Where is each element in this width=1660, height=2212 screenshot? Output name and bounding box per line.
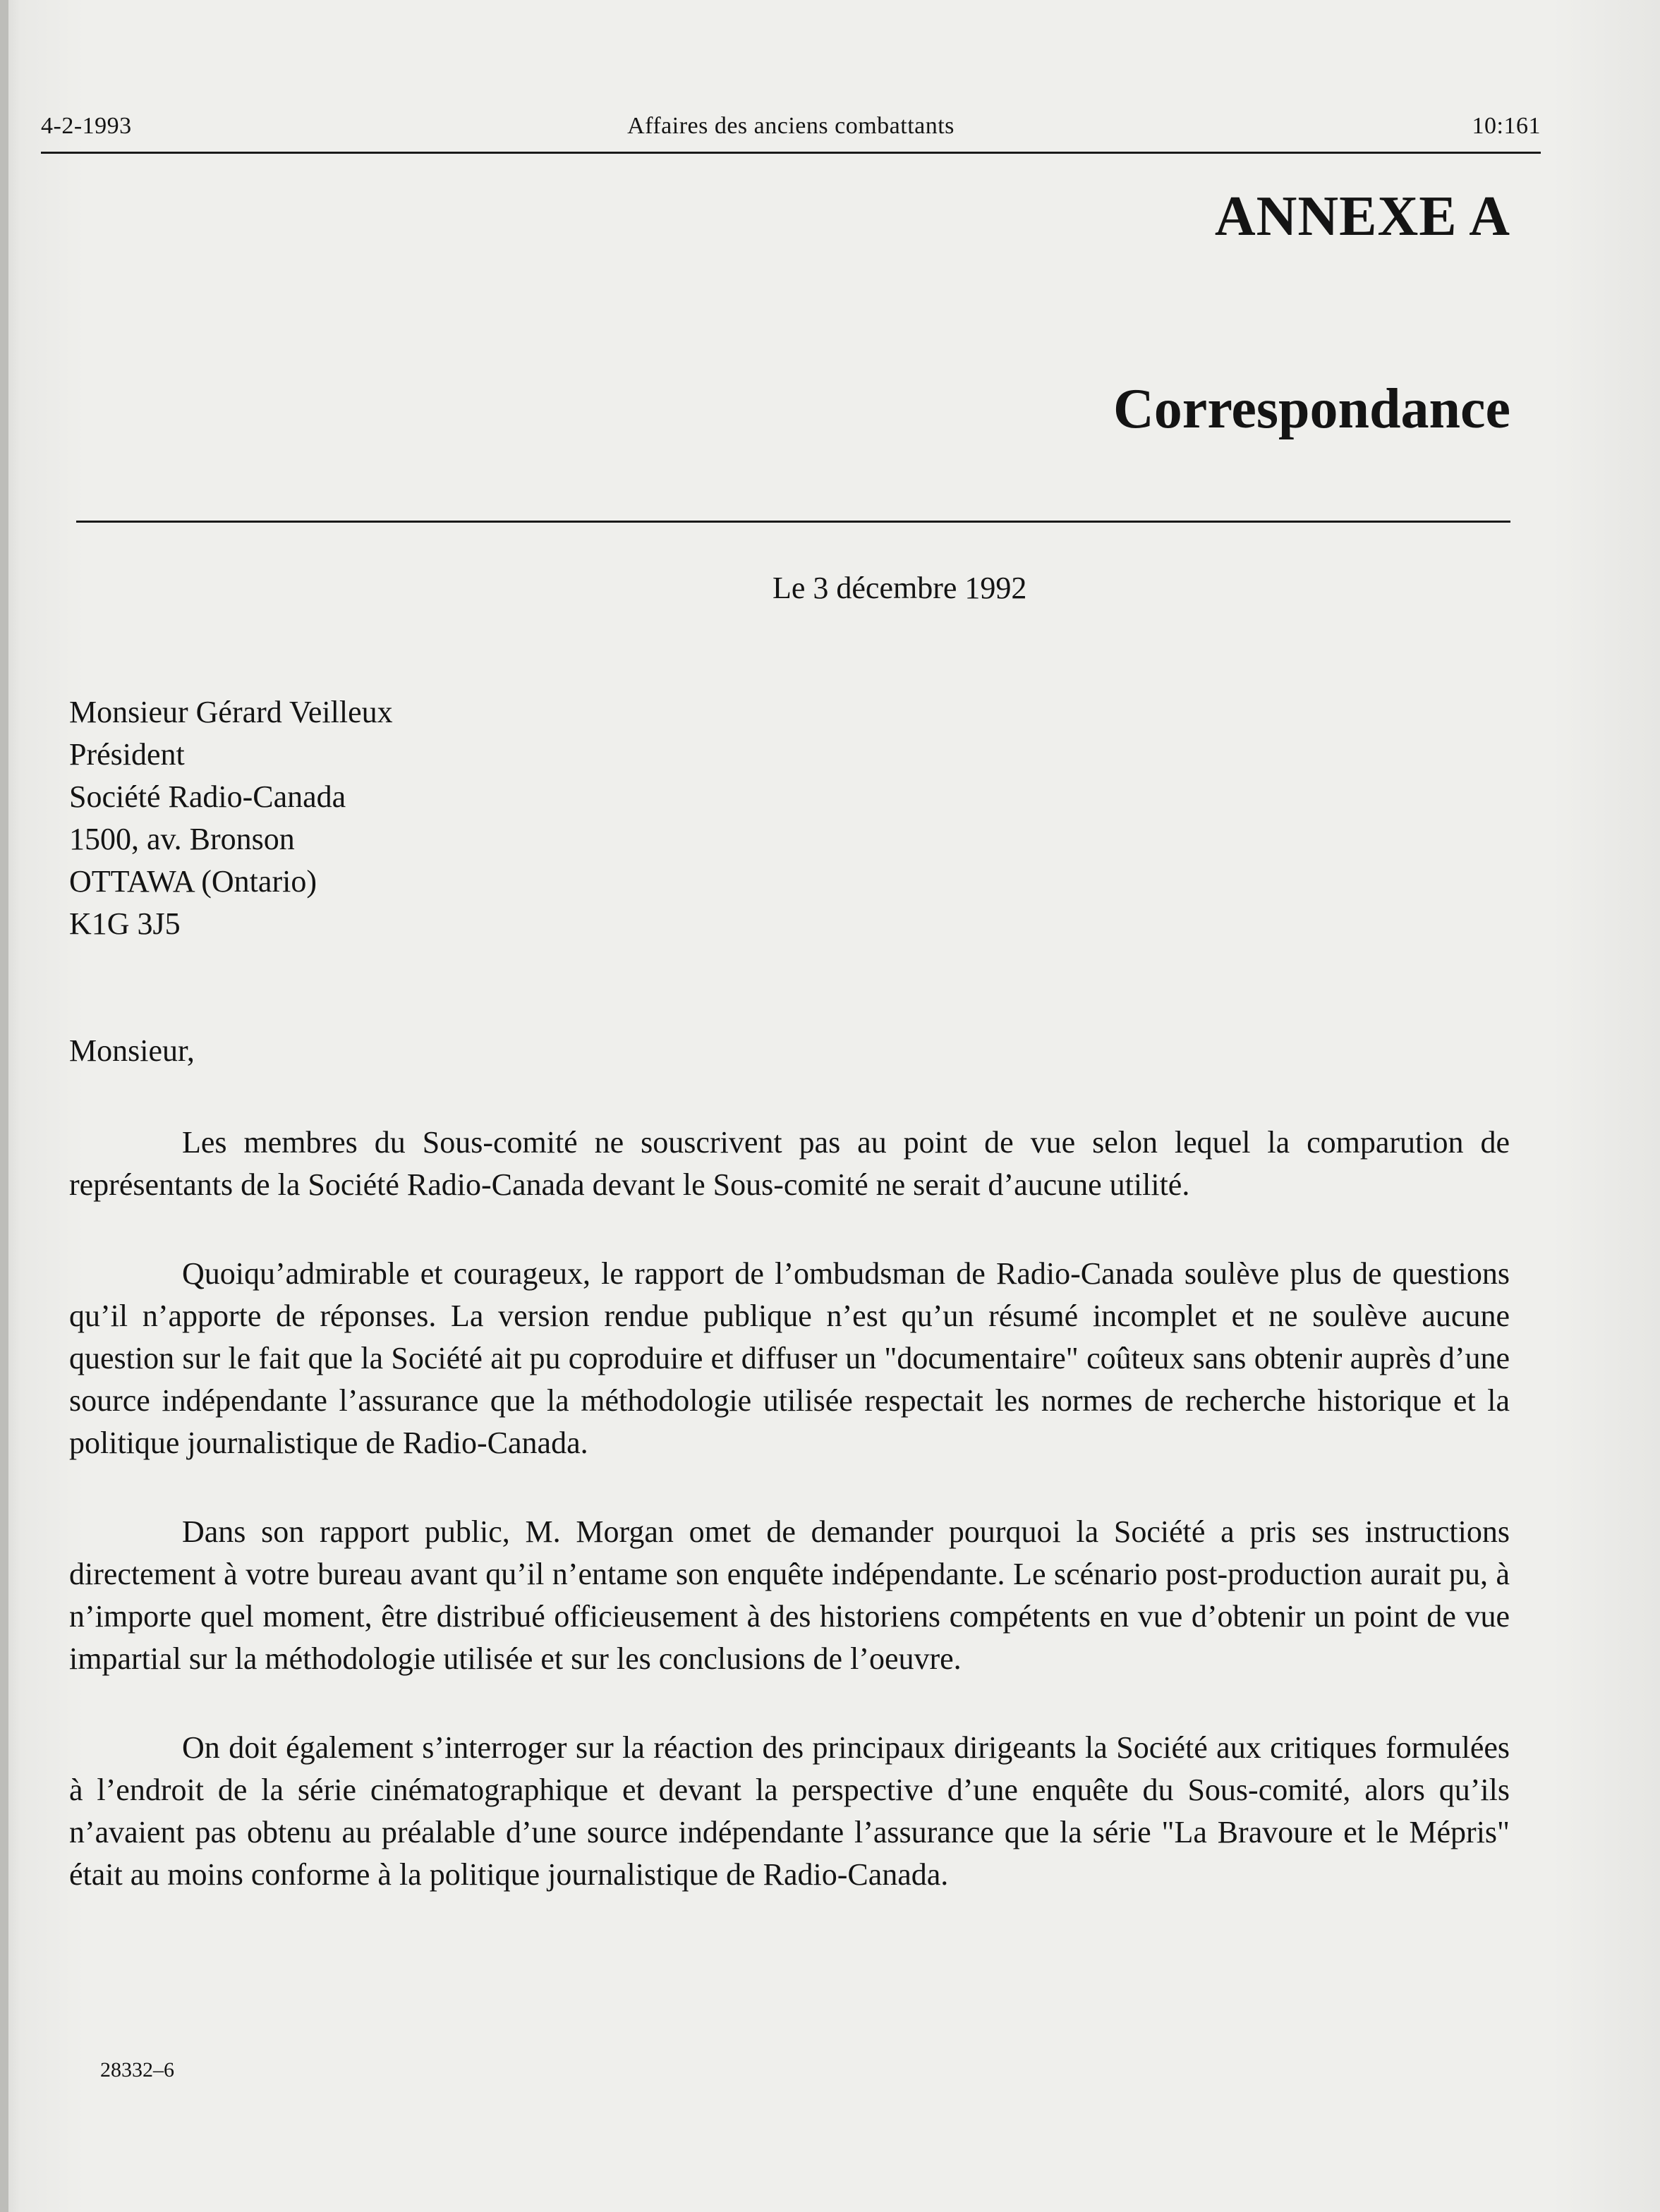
footer-code: 28332–6 [100,2058,174,2082]
section-title: Correspondance [1113,378,1510,440]
header-rule [41,152,1541,154]
annex-label: ANNEXE A [1214,186,1510,248]
body-paragraph: Dans son rapport public, M. Morgan omet de demander pourquoi la Société a pris ses instructions directement à votre bureau avant qu’il n’entame son enquête indépendante. Le scénario post-production aurait pu, à n’importe quel moment, être distribué officieusement à des historiens compétents en vue d’obtenir un point de vue impartial sur la méthodologie utilisée et sur les conclusions de l’oeuvre. [69,1514,1510,1676]
salutation: Monsieur, [69,1033,195,1068]
running-header [41,113,1541,152]
header-title: Affaires des anciens combattants [627,113,955,139]
letter-body [69,1122,1510,1943]
section-rule [76,521,1510,523]
body-paragraph: On doit également s’interroger sur la réaction des principaux dirigeants la Société aux critiques formulées à l’endroit de la série cinématographique et devant la perspective d’une enquête du Sous-comité, alors qu’ils n’avaient pas obtenu au préalable d’une source indépendante l’assurance que la série "La Bravoure et le Mépris" était au moins conforme à la politique journalistique de Radio-Canada. [69,1730,1510,1892]
address-line: OTTAWA (Ontario) [69,864,317,899]
address-line: Monsieur Gérard Veilleux [69,695,393,729]
address-line: 1500, av. Bronson [69,822,295,856]
body-paragraph: Les membres du Sous-comité ne souscrivent pas au point de vue selon lequel la comparution de représentants de la Société Radio-Canada devant le Sous-comité ne serait d’aucune utilité. [69,1125,1510,1202]
recipient-address [69,691,393,945]
address-line: Société Radio-Canada [69,779,346,814]
address-line: Président [69,737,185,772]
header-page-number: 10:161 [1472,113,1541,139]
address-line: K1G 3J5 [69,906,181,941]
body-paragraph: Quoiqu’admirable et courageux, le rapport de l’ombudsman de Radio-Canada soulève plus de questions qu’il n’apporte de réponses. La version rendue publique n’est qu’un résumé incomplet et ne soulève aucune question sur le fait que la Société ait pu coproduire et diffuser un "documentaire" coûteux sans obtenir auprès d’une source indépendante l’assurance que la méthodologie utilisée respectait les normes de recherche historique et la politique journalistique de Radio-Canada. [69,1256,1510,1460]
header-date: 4-2-1993 [41,113,132,139]
page-binding-edge [0,0,8,2212]
letter-date: Le 3 décembre 1992 [773,571,1027,605]
